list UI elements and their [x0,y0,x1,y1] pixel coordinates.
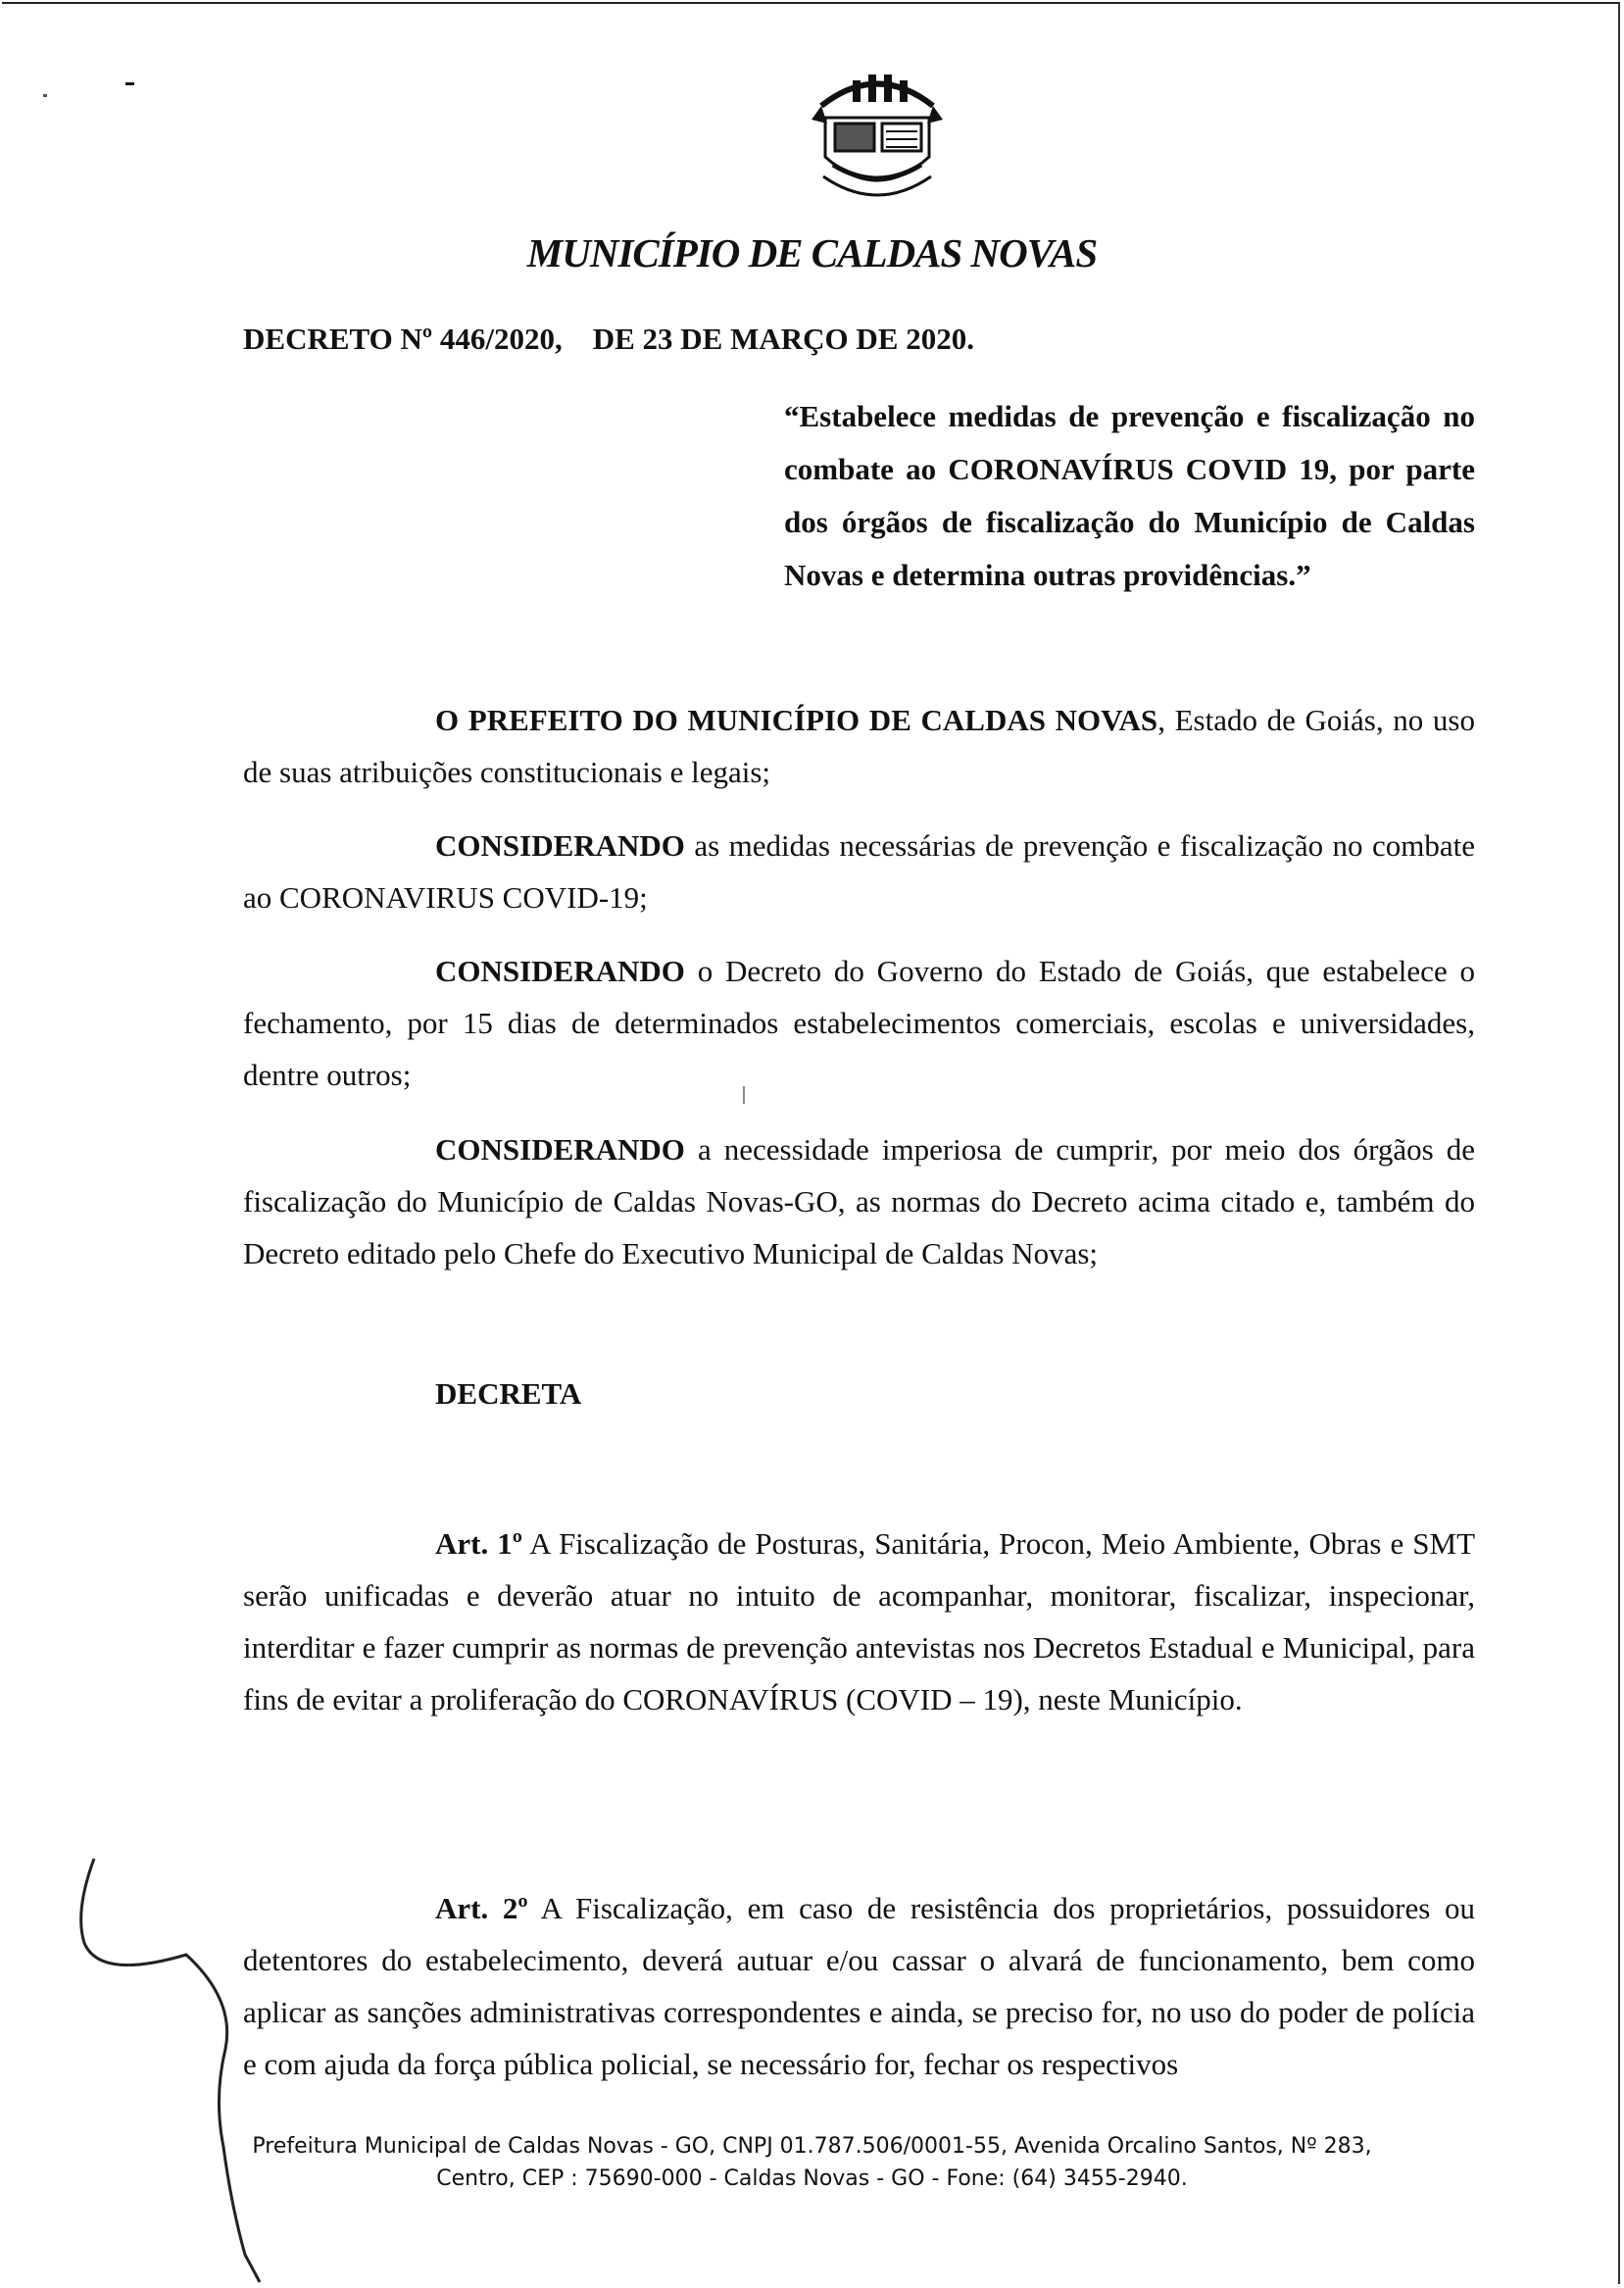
article-paragraph [243,1517,1475,1725]
municipality-title: MUNICÍPIO DE CALDAS NOVAS [526,230,1098,275]
footer-line: Centro, CEP : 75690-000 - Caldas Novas - GO - Fone: (64) 3455-2940. [436,2166,1188,2191]
considerando-bold: CONSIDERANDO [435,954,685,988]
article-text: A Fiscalização, em caso de resistência dos proprietários, possuidores ou detentores do estabelecimento, deverá autuar e/ou cassar o alvará de funcionamento, bem como aplicar as sanções administrativas correspondentes e ainda, se preciso for, no uso do poder de polícia e com ajuda da força pública policial, se necessário for, fechar os respectivos [243,1891,1475,2081]
considerando-text: a necessidade imperiosa de cumprir, por meio dos órgãos de fiscalização do Município de Caldas Novas-GO, as normas do Decreto acima citado e, também do Decreto editado pelo Chefe do Executivo Municipal de Caldas Novas; [243,1132,1475,1270]
decree-date: DE 23 DE MARÇO DE 2020. [592,322,974,356]
article-text: A Fiscalização de Posturas, Sanitária, Procon, Meio Ambiente, Obras e SMT serão unificadas e deverão atuar no intuito de acompanhar, monitorar, fiscalizar, inspecionar, interditar e fazer cumprir as normas de prevenção antevistas nos Decretos Estadual e Municipal, para fins de evitar a proliferação do CORONAVÍRUS (COVID – 19), neste Município. [243,1526,1476,1716]
decreta-heading: DECRETA [435,1376,582,1411]
article-label: Art. 2º [435,1891,528,1925]
considerando-paragraph [243,1123,1475,1279]
article-paragraph [243,1882,1475,2090]
considerando-paragraph [243,820,1475,923]
considerando-text: o Decreto do Governo do Estado de Goiás, que estabelece o fechamento, por 15 dias de determinados estabelecimentos comerciais, escolas e universidades, dentre outros; [243,954,1475,1092]
scan-mark [43,94,47,97]
decree-summary: “Estabelece medidas de prevenção e fiscalização no combate ao CORONAVÍRUS COVID 19, por parte dos órgãos de fiscalização do Município de Caldas Novas e determina outras providências.” [784,399,1475,592]
article-label: Art. 1º [435,1526,522,1561]
scan-mark [125,82,134,85]
footer-line: Prefeitura Municipal de Caldas Novas - GO, CNPJ 01.787.506/0001-55, Avenida Orcalino Santos, Nº 283, [252,2134,1372,2159]
preamble-bold: O PREFEITO DO MUNICÍPIO DE CALDAS NOVAS [435,703,1158,737]
handwritten-signature-stroke [78,1853,314,2284]
preamble-text: , Estado de Goiás, no uso de suas atribuições constitucionais e legais; [243,703,1475,789]
considerando-bold: CONSIDERANDO [435,828,685,863]
municipal-coat-of-arms-icon [804,67,951,206]
considerando-bold: CONSIDERANDO [435,1132,685,1167]
decree-heading [243,322,974,357]
considerando-paragraph [243,945,1475,1101]
decree-number: DECRETO Nº 446/2020, [243,322,563,356]
preamble-paragraph [243,694,1475,798]
page-footer [0,2130,1624,2195]
considerando-text: as medidas necessárias de prevenção e fiscalização no combate ao CORONAVIRUS COVID-19; [243,828,1475,915]
